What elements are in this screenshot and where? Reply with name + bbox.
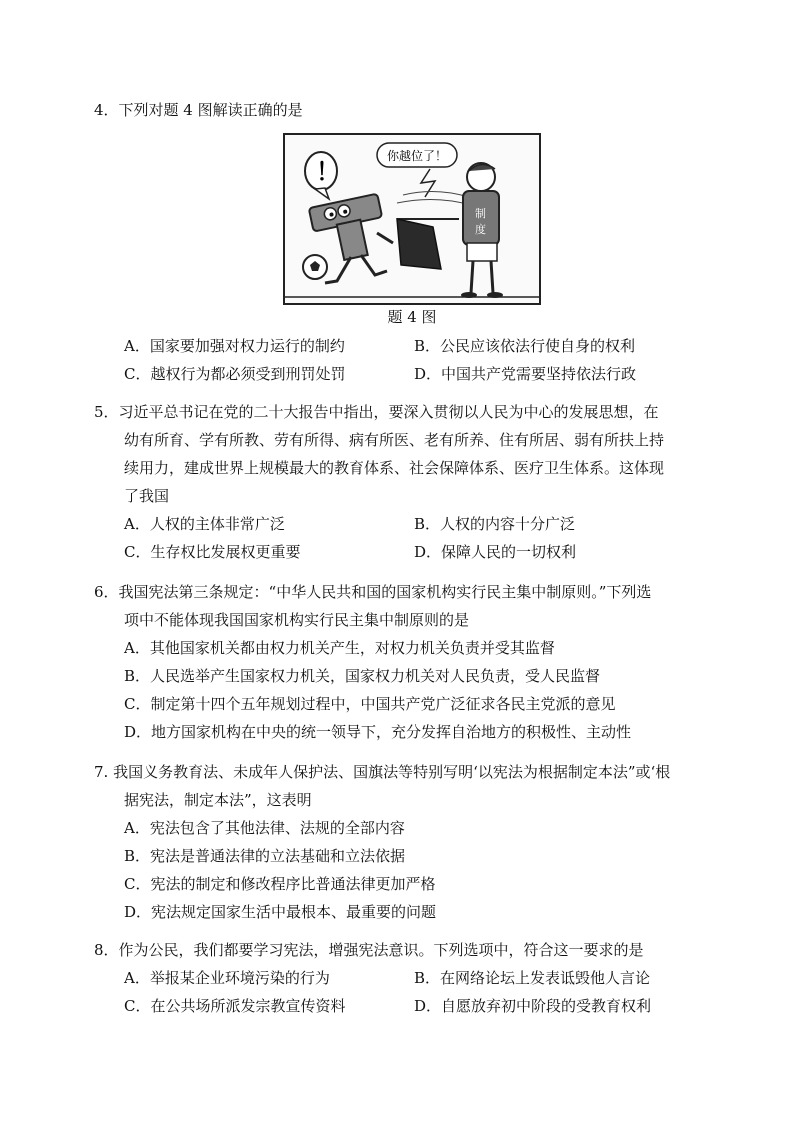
- question-7-stem-line: 据宪法，制定本法”，这表明: [124, 791, 312, 809]
- question-6-stem-line: 6．我国宪法第三条规定：“中华人民共和国的国家机构实行民主集中制原则。”下列选: [94, 583, 652, 601]
- question-5-stem-line: 了我国: [124, 487, 170, 505]
- option-4c[interactable]: C．越权行为都必须受到刑罚处罚: [124, 365, 346, 383]
- cartoon-illustration: [285, 135, 539, 303]
- question-5-stem-line: 5．习近平总书记在党的二十大报告中指出，要深入贯彻以人民为中心的发展思想，在: [94, 403, 659, 421]
- badge-char-2: 度: [475, 223, 486, 236]
- option-7a[interactable]: A．宪法包含了其他法律、法规的全部内容: [124, 819, 405, 837]
- question-6: [94, 578, 704, 746]
- option-8b[interactable]: B．在网络论坛上发表诋毁他人言论: [414, 969, 651, 987]
- option-8c[interactable]: C．在公共场所派发宗教宣传资料: [124, 997, 346, 1015]
- option-6a[interactable]: A．其他国家机关都由权力机关产生，对权力机关负责并受其监督: [124, 639, 555, 657]
- question-6-stem-line: 项中不能体现我国国家机构实行民主集中制原则的是: [124, 611, 470, 629]
- option-8a[interactable]: A．举报某企业环境污染的行为: [124, 969, 330, 987]
- option-5d[interactable]: D．保障人民的一切权利: [414, 543, 577, 561]
- question-8-stem: 8．作为公民，我们都要学习宪法，增强宪法意识。下列选项中，符合这一要求的是: [94, 941, 644, 959]
- option-5b[interactable]: B．人权的内容十分广泛: [414, 515, 576, 533]
- cartoon-figure: [283, 133, 541, 305]
- speech-text: 你越位了！: [387, 149, 448, 163]
- option-6d[interactable]: D．地方国家机构在中央的统一领导下，充分发挥自治地方的积极性、主动性: [124, 723, 632, 741]
- option-4d[interactable]: D．中国共产党需要坚持依法行政: [414, 365, 637, 383]
- badge-char-1: 制: [475, 207, 486, 220]
- option-7d[interactable]: D．宪法规定国家生活中最根本、最重要的问题: [124, 903, 437, 921]
- question-5: [94, 398, 704, 566]
- question-8: [94, 936, 704, 1020]
- option-7c[interactable]: C．宪法的制定和修改程序比普通法律更加严格: [124, 875, 436, 893]
- option-4a[interactable]: A．国家要加强对权力运行的制约: [124, 337, 345, 355]
- option-4b[interactable]: B．公民应该依法行使自身的权利: [414, 337, 636, 355]
- question-4-stem: 4．下列对题 4 图解读正确的是: [94, 101, 303, 119]
- question-7-stem-line: 7. 我国义务教育法、未成年人保护法、国旗法等特别写明‘以宪法为根据制定本法”或‘根: [94, 763, 671, 781]
- question-5-stem-line: 幼有所育、学有所教、劳有所得、病有所医、老有所养、住有所居、弱有所扶上持: [124, 431, 665, 449]
- option-6c[interactable]: C．制定第十四个五年规划过程中，中国共产党广泛征求各民主党派的意见: [124, 695, 616, 713]
- question-4-options: [94, 332, 704, 388]
- question-7: [94, 758, 704, 926]
- option-5c[interactable]: C．生存权比发展权更重要: [124, 543, 301, 561]
- option-7b[interactable]: B．宪法是普通法律的立法基础和立法依据: [124, 847, 406, 865]
- option-5a[interactable]: A．人权的主体非常广泛: [124, 515, 285, 533]
- question-5-stem-line: 续用力，建成世界上规模最大的教育体系、社会保障体系、医疗卫生体系。这体现: [124, 459, 665, 477]
- option-6b[interactable]: B．人民选举产生国家权力机关，国家权力机关对人民负责，受人民监督: [124, 667, 601, 685]
- exclaim-text: ！: [316, 158, 340, 186]
- question-4: [94, 96, 704, 124]
- figure-caption: 题 4 图: [387, 308, 437, 326]
- option-8d[interactable]: D．自愿放弃初中阶段的受教育权利: [414, 997, 652, 1015]
